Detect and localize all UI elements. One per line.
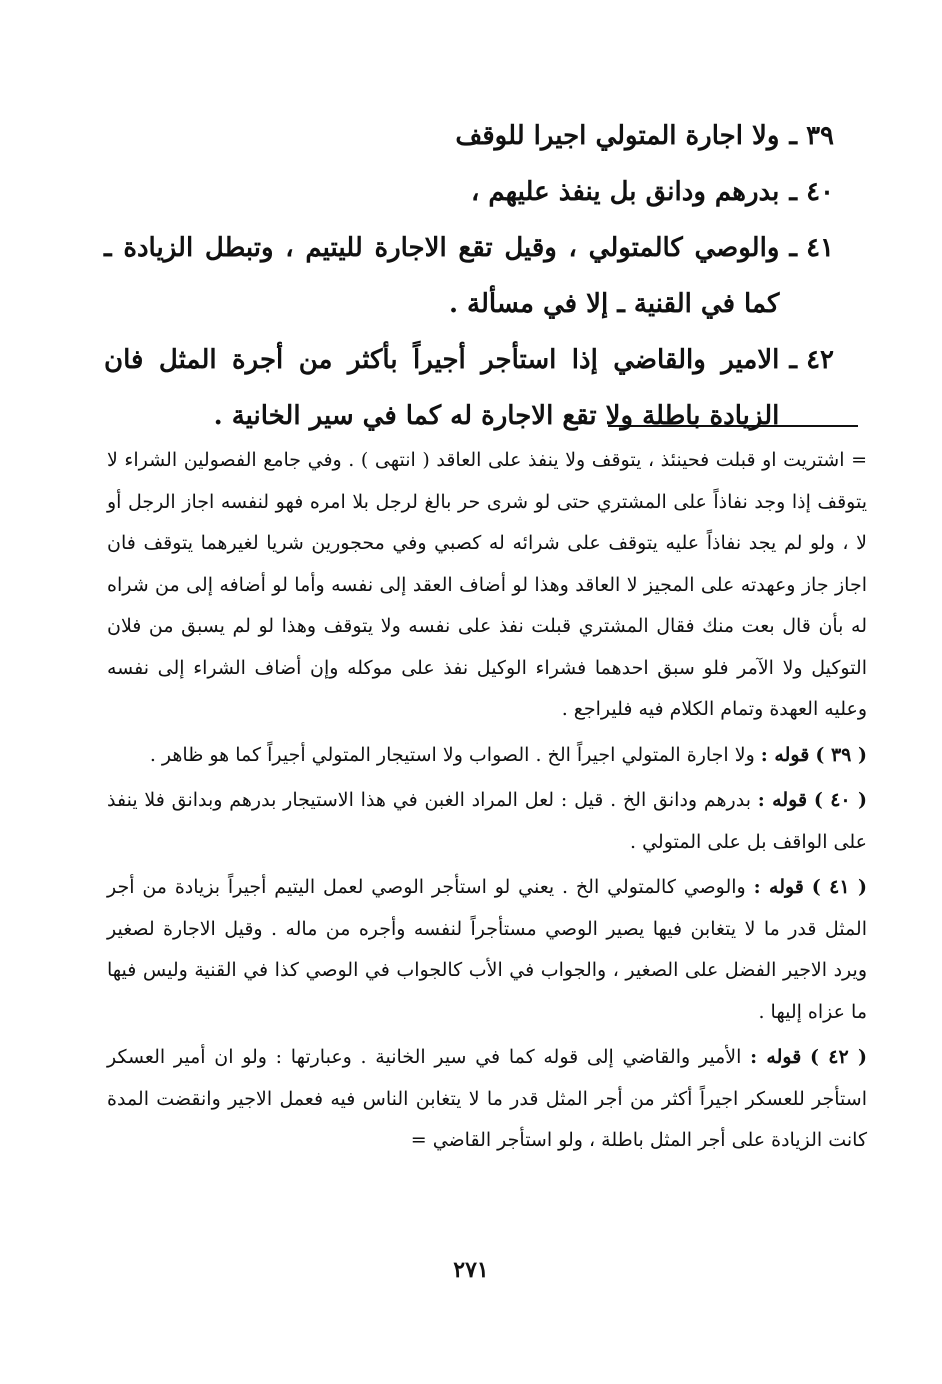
footnote-label: قوله : — [757, 789, 808, 811]
footnote-text: الأمير والقاضي إلى قوله كما في سير الخانية . وعبارتها : ولو ان أمير العسكر استأجر للعسكر اجيراً أكثر من أجر المثل قدر ما لا يتغابن الناس فيه فعمل الاجير وانقضت المدة كانت الزيادة على أجر المثل باطلة ، ولو استأجر القاضي = — [107, 1046, 867, 1151]
entry-number: ٤٠ ـ — [789, 177, 834, 207]
main-text — [104, 108, 834, 444]
footnote-label: قوله : — [760, 743, 810, 766]
entry-text: بدرهم ودانق بل ينفذ عليهم ، — [470, 177, 780, 207]
footnote-label: قوله : — [753, 876, 804, 898]
footnote-number: ( ٤٠ ) — [813, 789, 867, 811]
footnote-number: ( ٤٢ ) — [810, 1046, 867, 1068]
page-number: ٢٧١ — [453, 1257, 489, 1283]
footnotes — [107, 440, 867, 1162]
footnote-number: ( ٣٩ ) — [815, 743, 867, 766]
main-entry-42 — [104, 332, 834, 444]
entry-text: ولا اجارة المتولي اجيرا للوقف — [455, 121, 780, 151]
footnote-text: ولا اجارة المتولي اجيراً الخ . الصواب ولا استيجار المتولي أجيراً كما هو ظاهر . — [149, 743, 755, 766]
entry-number: ٤١ ـ — [789, 233, 834, 263]
footnote-label: قوله : — [750, 1046, 802, 1068]
footnote-separator — [608, 425, 858, 427]
main-entry-40 — [104, 164, 834, 220]
entry-text: الامير والقاضي إذا استأجر أجيراً بأكثر من أجرة المثل فان الزيادة باطلة ولا تقع الاجارة له كما في سير الخانية . — [104, 345, 780, 431]
footnote-39 — [107, 735, 867, 777]
main-entry-39 — [104, 108, 834, 164]
footnote-42 — [107, 1037, 867, 1162]
footnote-number: ( ٤١ ) — [811, 876, 867, 898]
footnote-41 — [107, 867, 867, 1033]
main-entry-41 — [104, 220, 834, 332]
footnote-40 — [107, 780, 867, 863]
footnote-text: بدرهم ودانق الخ . قيل : لعل المراد الغبن في هذا الاستيجار بدرهم وبدانق فلا ينفذ على الواقف بل على المتولي . — [107, 789, 867, 853]
entry-text: والوصي كالمتولي ، وقيل تقع الاجارة لليتيم ، وتبطل الزيادة ـ كما في القنية ـ إلا في مسألة . — [104, 233, 780, 319]
footnote-text: والوصي كالمتولي الخ . يعني لو استأجر الوصي لعمل اليتيم أجيراً بزيادة من أجر المثل قدر ما لا يتغابن فيها يصير الوصي مستأجراً لنفسه وأجره من ماله . وقيل الاجارة لصغير ويرد الاجير الفضل على الصغير ، والجواب في الأب كالجواب في الوصي كذا في القنية وليس فيها ما عزاه إليها . — [107, 876, 867, 1023]
entry-number: ٤٢ ـ — [789, 345, 834, 375]
footnote-continuation: = اشتريت او قبلت فحينئذ ، يتوقف ولا ينفذ على العاقد ( انتهى ) . وفي جامع الفصولين الشراء لا يتوقف إذا وجد نفاذاً على المشتري حتى لو شرى حر بالغ لرجل بلا امره فهو لنفسه اجاز الرجل أو لا ، ولو لم يجد نفاذاً عليه يتوقف على شرائه له كصبي وفي محجورين شريا لغيرهما يتوقف فان اجاز جاز وعهدته على المجيز لا العاقد وهذا لو أضاف العقد إلى نفسه وأما لو أضافه إلى من شراه له بأن قال بعت منك فقال المشتري قبلت نفذ على نفسه ولا يتوقف وهذا لو لم يسبق من فلان التوكيل ولا الآمر فلو سبق احدهما فشراء الوكيل نفذ على موكله وإن أضاف الشراء إلى نفسه وعليه العهدة وتمام الكلام فيه فليراجع . — [107, 449, 867, 720]
entry-number: ٣٩ ـ — [789, 121, 834, 151]
